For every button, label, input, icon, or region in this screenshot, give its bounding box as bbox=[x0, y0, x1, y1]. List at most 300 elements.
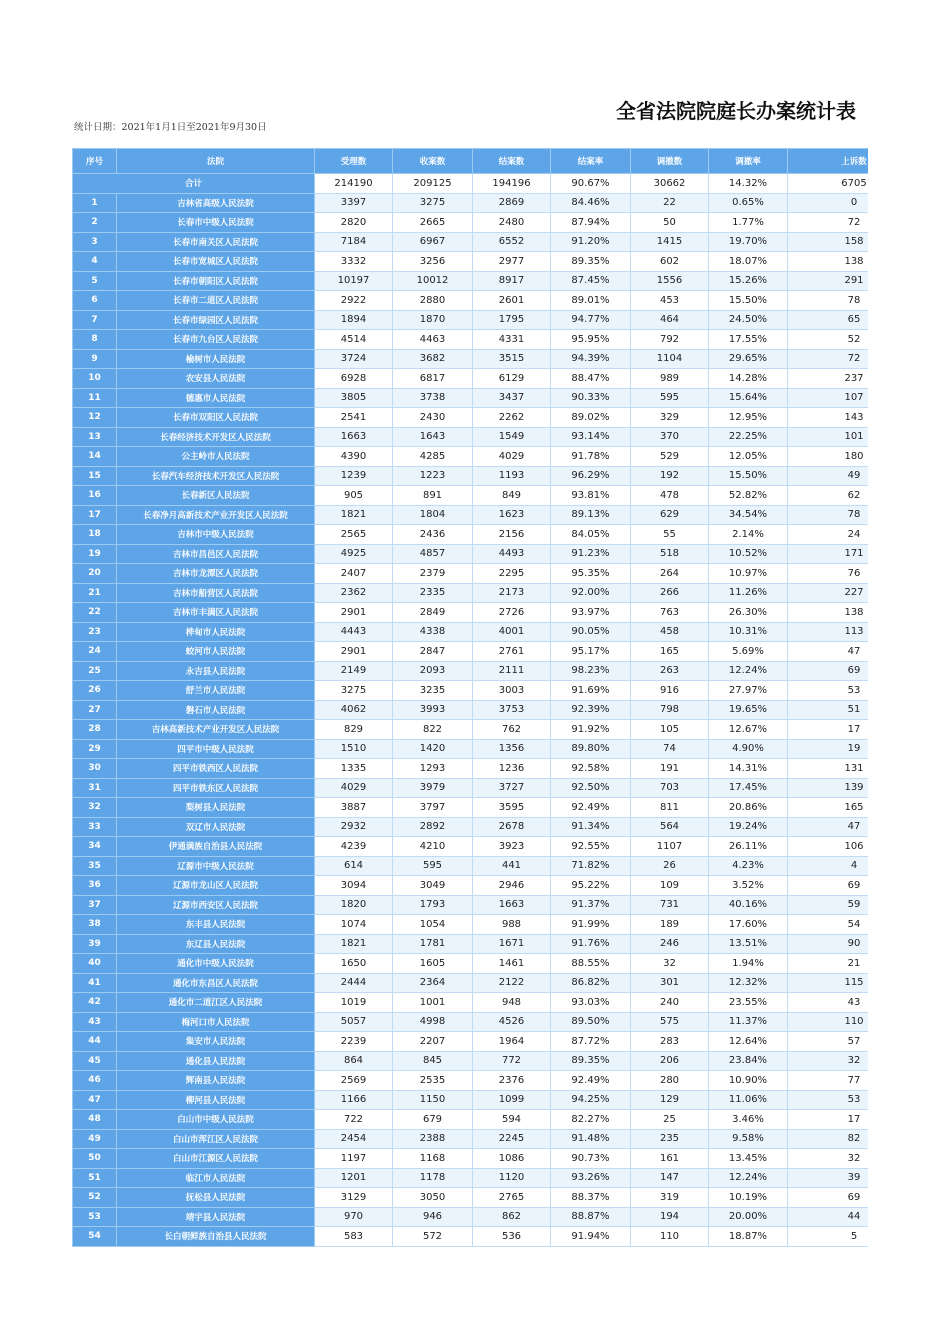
column-header-received: 收案数 bbox=[393, 149, 473, 174]
received-cell: 3682 bbox=[393, 349, 473, 369]
row-seq: 7 bbox=[73, 310, 117, 330]
closed-cell: 2726 bbox=[473, 603, 551, 623]
row-seq: 23 bbox=[73, 622, 117, 642]
court-name: 双辽市人民法院 bbox=[117, 817, 315, 837]
row-seq: 15 bbox=[73, 466, 117, 486]
accepted-cell: 2569 bbox=[315, 1071, 393, 1091]
table-row bbox=[73, 915, 869, 935]
mediated-cell: 264 bbox=[631, 564, 709, 584]
mediation-rate-cell: 14.31% bbox=[709, 759, 788, 779]
received-cell: 4857 bbox=[393, 544, 473, 564]
accepted-cell: 970 bbox=[315, 1207, 393, 1227]
closed-cell: 2173 bbox=[473, 583, 551, 603]
received-cell: 595 bbox=[393, 856, 473, 876]
court-name: 白山市浑江区人民法院 bbox=[117, 1129, 315, 1149]
appeals-cell: 77 bbox=[788, 1071, 869, 1091]
close-rate-cell: 93.03% bbox=[551, 993, 631, 1013]
mediated-cell: 240 bbox=[631, 993, 709, 1013]
accepted-cell: 1335 bbox=[315, 759, 393, 779]
close-rate-cell: 92.58% bbox=[551, 759, 631, 779]
row-seq: 26 bbox=[73, 681, 117, 701]
mediated-cell: 129 bbox=[631, 1090, 709, 1110]
mediated-cell: 1104 bbox=[631, 349, 709, 369]
table-row bbox=[73, 252, 869, 272]
table-row bbox=[73, 993, 869, 1013]
row-seq: 10 bbox=[73, 369, 117, 389]
received-cell: 2436 bbox=[393, 525, 473, 545]
mediation-rate-cell: 12.24% bbox=[709, 661, 788, 681]
received-cell: 10012 bbox=[393, 271, 473, 291]
row-seq: 42 bbox=[73, 993, 117, 1013]
table-row bbox=[73, 817, 869, 837]
row-seq: 21 bbox=[73, 583, 117, 603]
close-rate-cell: 86.82% bbox=[551, 973, 631, 993]
appeals-cell: 32 bbox=[788, 1149, 869, 1169]
mediation-rate-cell: 10.97% bbox=[709, 564, 788, 584]
mediated-cell: 989 bbox=[631, 369, 709, 389]
closed-cell: 1671 bbox=[473, 934, 551, 954]
court-name: 辉南县人民法院 bbox=[117, 1071, 315, 1091]
mediation-rate-cell: 19.70% bbox=[709, 232, 788, 252]
table-row bbox=[73, 427, 869, 447]
court-name: 四平市铁西区人民法院 bbox=[117, 759, 315, 779]
table-row bbox=[73, 1188, 869, 1208]
accepted-cell: 2454 bbox=[315, 1129, 393, 1149]
mediation-rate-cell: 12.05% bbox=[709, 447, 788, 467]
mediated-cell: 792 bbox=[631, 330, 709, 350]
mediated-cell: 55 bbox=[631, 525, 709, 545]
table-row bbox=[73, 973, 869, 993]
closed-cell: 1356 bbox=[473, 739, 551, 759]
appeals-cell: 82 bbox=[788, 1129, 869, 1149]
table-row bbox=[73, 330, 869, 350]
closed-cell: 1086 bbox=[473, 1149, 551, 1169]
court-name: 四平市中级人民法院 bbox=[117, 739, 315, 759]
accepted-cell: 2820 bbox=[315, 213, 393, 233]
appeals-cell: 113 bbox=[788, 622, 869, 642]
court-name: 梨树县人民法院 bbox=[117, 798, 315, 818]
court-name: 长春市双阳区人民法院 bbox=[117, 408, 315, 428]
received-cell: 2430 bbox=[393, 408, 473, 428]
court-name: 白山市江源区人民法院 bbox=[117, 1149, 315, 1169]
mediated-cell: 206 bbox=[631, 1051, 709, 1071]
court-name: 长春市宽城区人民法院 bbox=[117, 252, 315, 272]
accepted-cell: 3887 bbox=[315, 798, 393, 818]
accepted-cell: 3724 bbox=[315, 349, 393, 369]
received-cell: 4285 bbox=[393, 447, 473, 467]
closed-cell: 2977 bbox=[473, 252, 551, 272]
mediation-rate-cell: 17.60% bbox=[709, 915, 788, 935]
received-cell: 891 bbox=[393, 486, 473, 506]
table-row bbox=[73, 856, 869, 876]
column-header-court: 法院 bbox=[117, 149, 315, 174]
row-seq: 9 bbox=[73, 349, 117, 369]
received-cell: 2364 bbox=[393, 973, 473, 993]
table-row bbox=[73, 1032, 869, 1052]
mediation-rate-cell: 15.26% bbox=[709, 271, 788, 291]
close-rate-cell: 91.76% bbox=[551, 934, 631, 954]
appeals-cell: 0 bbox=[788, 193, 869, 213]
court-name: 辽源市中级人民法院 bbox=[117, 856, 315, 876]
appeals-cell: 69 bbox=[788, 876, 869, 896]
row-seq: 17 bbox=[73, 505, 117, 525]
mediated-cell: 165 bbox=[631, 642, 709, 662]
court-name: 抚松县人民法院 bbox=[117, 1188, 315, 1208]
accepted-cell: 4062 bbox=[315, 700, 393, 720]
stats-table bbox=[72, 148, 868, 1247]
table-row bbox=[73, 700, 869, 720]
row-seq: 14 bbox=[73, 447, 117, 467]
court-name: 通化市二道江区人民法院 bbox=[117, 993, 315, 1013]
close-rate-cell: 90.73% bbox=[551, 1149, 631, 1169]
table-row bbox=[73, 369, 869, 389]
mediated-cell: 518 bbox=[631, 544, 709, 564]
court-name: 长春新区人民法院 bbox=[117, 486, 315, 506]
accepted-cell: 1894 bbox=[315, 310, 393, 330]
table-row bbox=[73, 1168, 869, 1188]
row-seq: 28 bbox=[73, 720, 117, 740]
row-seq: 8 bbox=[73, 330, 117, 350]
court-name: 榆树市人民法院 bbox=[117, 349, 315, 369]
appeals-cell: 49 bbox=[788, 466, 869, 486]
stats-table-container bbox=[72, 148, 868, 1247]
mediated-cell: 189 bbox=[631, 915, 709, 935]
accepted-cell: 2239 bbox=[315, 1032, 393, 1052]
closed-cell: 2376 bbox=[473, 1071, 551, 1091]
accepted-cell: 1821 bbox=[315, 934, 393, 954]
row-seq: 40 bbox=[73, 954, 117, 974]
total-label: 合计 bbox=[73, 174, 315, 194]
closed-cell: 2601 bbox=[473, 291, 551, 311]
mediated-cell: 1107 bbox=[631, 837, 709, 857]
close-rate-cell: 91.20% bbox=[551, 232, 631, 252]
received-cell: 679 bbox=[393, 1110, 473, 1130]
table-row bbox=[73, 1090, 869, 1110]
mediation-rate-cell: 12.67% bbox=[709, 720, 788, 740]
appeals-cell: 47 bbox=[788, 642, 869, 662]
received-cell: 1643 bbox=[393, 427, 473, 447]
mediation-rate-cell: 24.50% bbox=[709, 310, 788, 330]
close-rate-cell: 87.45% bbox=[551, 271, 631, 291]
close-rate-cell: 92.00% bbox=[551, 583, 631, 603]
appeals-cell: 143 bbox=[788, 408, 869, 428]
mediation-rate-cell: 20.00% bbox=[709, 1207, 788, 1227]
table-row bbox=[73, 408, 869, 428]
table-row bbox=[73, 954, 869, 974]
mediation-rate-cell: 13.45% bbox=[709, 1149, 788, 1169]
closed-cell: 1795 bbox=[473, 310, 551, 330]
accepted-cell: 2901 bbox=[315, 603, 393, 623]
mediated-cell: 329 bbox=[631, 408, 709, 428]
closed-cell: 1461 bbox=[473, 954, 551, 974]
mediation-rate-cell: 34.54% bbox=[709, 505, 788, 525]
mediated-cell: 25 bbox=[631, 1110, 709, 1130]
received-cell: 3235 bbox=[393, 681, 473, 701]
received-cell: 1150 bbox=[393, 1090, 473, 1110]
mediated-cell: 22 bbox=[631, 193, 709, 213]
mediated-cell: 564 bbox=[631, 817, 709, 837]
accepted-cell: 1201 bbox=[315, 1168, 393, 1188]
received-cell: 1178 bbox=[393, 1168, 473, 1188]
appeals-cell: 78 bbox=[788, 505, 869, 525]
accepted-cell: 1074 bbox=[315, 915, 393, 935]
received-cell: 4463 bbox=[393, 330, 473, 350]
row-seq: 25 bbox=[73, 661, 117, 681]
appeals-cell: 57 bbox=[788, 1032, 869, 1052]
row-seq: 44 bbox=[73, 1032, 117, 1052]
close-rate-cell: 91.92% bbox=[551, 720, 631, 740]
total-cell: 6705 bbox=[788, 174, 869, 194]
row-seq: 31 bbox=[73, 778, 117, 798]
table-row bbox=[73, 525, 869, 545]
court-name: 集安市人民法院 bbox=[117, 1032, 315, 1052]
court-name: 长春市九台区人民法院 bbox=[117, 330, 315, 350]
court-name: 公主岭市人民法院 bbox=[117, 447, 315, 467]
accepted-cell: 722 bbox=[315, 1110, 393, 1130]
mediated-cell: 1415 bbox=[631, 232, 709, 252]
accepted-cell: 2901 bbox=[315, 642, 393, 662]
appeals-cell: 32 bbox=[788, 1051, 869, 1071]
mediated-cell: 629 bbox=[631, 505, 709, 525]
close-rate-cell: 84.05% bbox=[551, 525, 631, 545]
court-name: 通化市中级人民法院 bbox=[117, 954, 315, 974]
table-row bbox=[73, 193, 869, 213]
mediation-rate-cell: 2.14% bbox=[709, 525, 788, 545]
mediation-rate-cell: 5.69% bbox=[709, 642, 788, 662]
mediated-cell: 731 bbox=[631, 895, 709, 915]
mediation-rate-cell: 4.23% bbox=[709, 856, 788, 876]
table-row bbox=[73, 291, 869, 311]
close-rate-cell: 91.69% bbox=[551, 681, 631, 701]
closed-cell: 3727 bbox=[473, 778, 551, 798]
received-cell: 2207 bbox=[393, 1032, 473, 1052]
closed-cell: 762 bbox=[473, 720, 551, 740]
accepted-cell: 10197 bbox=[315, 271, 393, 291]
accepted-cell: 7184 bbox=[315, 232, 393, 252]
close-rate-cell: 89.13% bbox=[551, 505, 631, 525]
appeals-cell: 69 bbox=[788, 1188, 869, 1208]
mediation-rate-cell: 19.65% bbox=[709, 700, 788, 720]
received-cell: 2892 bbox=[393, 817, 473, 837]
mediation-rate-cell: 15.50% bbox=[709, 291, 788, 311]
received-cell: 1054 bbox=[393, 915, 473, 935]
appeals-cell: 90 bbox=[788, 934, 869, 954]
close-rate-cell: 91.48% bbox=[551, 1129, 631, 1149]
close-rate-cell: 98.23% bbox=[551, 661, 631, 681]
total-cell: 14.32% bbox=[709, 174, 788, 194]
court-name: 吉林市丰满区人民法院 bbox=[117, 603, 315, 623]
received-cell: 6967 bbox=[393, 232, 473, 252]
received-cell: 1605 bbox=[393, 954, 473, 974]
close-rate-cell: 87.94% bbox=[551, 213, 631, 233]
received-cell: 1223 bbox=[393, 466, 473, 486]
mediated-cell: 798 bbox=[631, 700, 709, 720]
appeals-cell: 69 bbox=[788, 661, 869, 681]
appeals-cell: 78 bbox=[788, 291, 869, 311]
mediated-cell: 916 bbox=[631, 681, 709, 701]
closed-cell: 2678 bbox=[473, 817, 551, 837]
accepted-cell: 3275 bbox=[315, 681, 393, 701]
row-seq: 30 bbox=[73, 759, 117, 779]
mediation-rate-cell: 4.90% bbox=[709, 739, 788, 759]
received-cell: 2379 bbox=[393, 564, 473, 584]
table-row bbox=[73, 388, 869, 408]
received-cell: 3738 bbox=[393, 388, 473, 408]
received-cell: 4210 bbox=[393, 837, 473, 857]
appeals-cell: 65 bbox=[788, 310, 869, 330]
court-name: 四平市铁东区人民法院 bbox=[117, 778, 315, 798]
row-seq: 33 bbox=[73, 817, 117, 837]
close-rate-cell: 95.22% bbox=[551, 876, 631, 896]
mediation-rate-cell: 26.30% bbox=[709, 603, 788, 623]
closed-cell: 2761 bbox=[473, 642, 551, 662]
court-name: 长春市绿园区人民法院 bbox=[117, 310, 315, 330]
accepted-cell: 2932 bbox=[315, 817, 393, 837]
appeals-cell: 17 bbox=[788, 720, 869, 740]
closed-cell: 1623 bbox=[473, 505, 551, 525]
mediation-rate-cell: 22.25% bbox=[709, 427, 788, 447]
table-row bbox=[73, 232, 869, 252]
column-header-closed: 结案数 bbox=[473, 149, 551, 174]
mediation-rate-cell: 29.65% bbox=[709, 349, 788, 369]
table-row bbox=[73, 661, 869, 681]
table-row bbox=[73, 271, 869, 291]
row-seq: 38 bbox=[73, 915, 117, 935]
received-cell: 572 bbox=[393, 1227, 473, 1247]
closed-cell: 2946 bbox=[473, 876, 551, 896]
column-header-appeals: 上诉数 bbox=[788, 149, 869, 174]
appeals-cell: 52 bbox=[788, 330, 869, 350]
table-row bbox=[73, 583, 869, 603]
row-seq: 4 bbox=[73, 252, 117, 272]
row-seq: 37 bbox=[73, 895, 117, 915]
close-rate-cell: 91.34% bbox=[551, 817, 631, 837]
table-body bbox=[73, 174, 869, 1247]
closed-cell: 1549 bbox=[473, 427, 551, 447]
table-row bbox=[73, 544, 869, 564]
mediation-rate-cell: 52.82% bbox=[709, 486, 788, 506]
closed-cell: 2245 bbox=[473, 1129, 551, 1149]
row-seq: 22 bbox=[73, 603, 117, 623]
table-row bbox=[73, 1051, 869, 1071]
mediation-rate-cell: 3.52% bbox=[709, 876, 788, 896]
row-seq: 5 bbox=[73, 271, 117, 291]
row-seq: 45 bbox=[73, 1051, 117, 1071]
row-seq: 50 bbox=[73, 1149, 117, 1169]
row-seq: 12 bbox=[73, 408, 117, 428]
column-header-mediated: 调撤数 bbox=[631, 149, 709, 174]
close-rate-cell: 92.55% bbox=[551, 837, 631, 857]
mediated-cell: 602 bbox=[631, 252, 709, 272]
appeals-cell: 131 bbox=[788, 759, 869, 779]
closed-cell: 441 bbox=[473, 856, 551, 876]
court-name: 永吉县人民法院 bbox=[117, 661, 315, 681]
court-name: 白山市中级人民法院 bbox=[117, 1110, 315, 1130]
mediated-cell: 192 bbox=[631, 466, 709, 486]
accepted-cell: 6928 bbox=[315, 369, 393, 389]
row-seq: 51 bbox=[73, 1168, 117, 1188]
court-name: 通化县人民法院 bbox=[117, 1051, 315, 1071]
close-rate-cell: 90.05% bbox=[551, 622, 631, 642]
row-seq: 27 bbox=[73, 700, 117, 720]
appeals-cell: 237 bbox=[788, 369, 869, 389]
appeals-cell: 72 bbox=[788, 213, 869, 233]
accepted-cell: 1239 bbox=[315, 466, 393, 486]
closed-cell: 594 bbox=[473, 1110, 551, 1130]
closed-cell: 862 bbox=[473, 1207, 551, 1227]
received-cell: 822 bbox=[393, 720, 473, 740]
court-name: 长春市朝阳区人民法院 bbox=[117, 271, 315, 291]
court-name: 长春净月高新技术产业开发区人民法院 bbox=[117, 505, 315, 525]
appeals-cell: 138 bbox=[788, 252, 869, 272]
accepted-cell: 2444 bbox=[315, 973, 393, 993]
received-cell: 4338 bbox=[393, 622, 473, 642]
table-row bbox=[73, 466, 869, 486]
row-seq: 2 bbox=[73, 213, 117, 233]
appeals-cell: 180 bbox=[788, 447, 869, 467]
court-name: 靖宇县人民法院 bbox=[117, 1207, 315, 1227]
accepted-cell: 829 bbox=[315, 720, 393, 740]
received-cell: 1001 bbox=[393, 993, 473, 1013]
mediation-rate-cell: 14.28% bbox=[709, 369, 788, 389]
received-cell: 2847 bbox=[393, 642, 473, 662]
close-rate-cell: 92.49% bbox=[551, 1071, 631, 1091]
received-cell: 845 bbox=[393, 1051, 473, 1071]
close-rate-cell: 93.97% bbox=[551, 603, 631, 623]
court-name: 伊通满族自治县人民法院 bbox=[117, 837, 315, 857]
table-row bbox=[73, 934, 869, 954]
mediated-cell: 458 bbox=[631, 622, 709, 642]
accepted-cell: 2149 bbox=[315, 661, 393, 681]
closed-cell: 6552 bbox=[473, 232, 551, 252]
mediated-cell: 301 bbox=[631, 973, 709, 993]
closed-cell: 6129 bbox=[473, 369, 551, 389]
row-seq: 46 bbox=[73, 1071, 117, 1091]
court-name: 吉林市船营区人民法院 bbox=[117, 583, 315, 603]
close-rate-cell: 89.35% bbox=[551, 252, 631, 272]
mediated-cell: 575 bbox=[631, 1012, 709, 1032]
appeals-cell: 43 bbox=[788, 993, 869, 1013]
closed-cell: 2765 bbox=[473, 1188, 551, 1208]
close-rate-cell: 88.37% bbox=[551, 1188, 631, 1208]
closed-cell: 2156 bbox=[473, 525, 551, 545]
mediation-rate-cell: 15.64% bbox=[709, 388, 788, 408]
close-rate-cell: 71.82% bbox=[551, 856, 631, 876]
mediated-cell: 161 bbox=[631, 1149, 709, 1169]
received-cell: 3797 bbox=[393, 798, 473, 818]
mediation-rate-cell: 10.31% bbox=[709, 622, 788, 642]
closed-cell: 4331 bbox=[473, 330, 551, 350]
appeals-cell: 110 bbox=[788, 1012, 869, 1032]
close-rate-cell: 89.35% bbox=[551, 1051, 631, 1071]
accepted-cell: 2541 bbox=[315, 408, 393, 428]
accepted-cell: 3129 bbox=[315, 1188, 393, 1208]
closed-cell: 2295 bbox=[473, 564, 551, 584]
row-seq: 16 bbox=[73, 486, 117, 506]
table-row bbox=[73, 213, 869, 233]
close-rate-cell: 92.39% bbox=[551, 700, 631, 720]
mediated-cell: 50 bbox=[631, 213, 709, 233]
table-row bbox=[73, 564, 869, 584]
table-row bbox=[73, 1149, 869, 1169]
mediated-cell: 105 bbox=[631, 720, 709, 740]
closed-cell: 1964 bbox=[473, 1032, 551, 1052]
received-cell: 4998 bbox=[393, 1012, 473, 1032]
appeals-cell: 47 bbox=[788, 817, 869, 837]
table-row bbox=[73, 622, 869, 642]
closed-cell: 3753 bbox=[473, 700, 551, 720]
appeals-cell: 115 bbox=[788, 973, 869, 993]
